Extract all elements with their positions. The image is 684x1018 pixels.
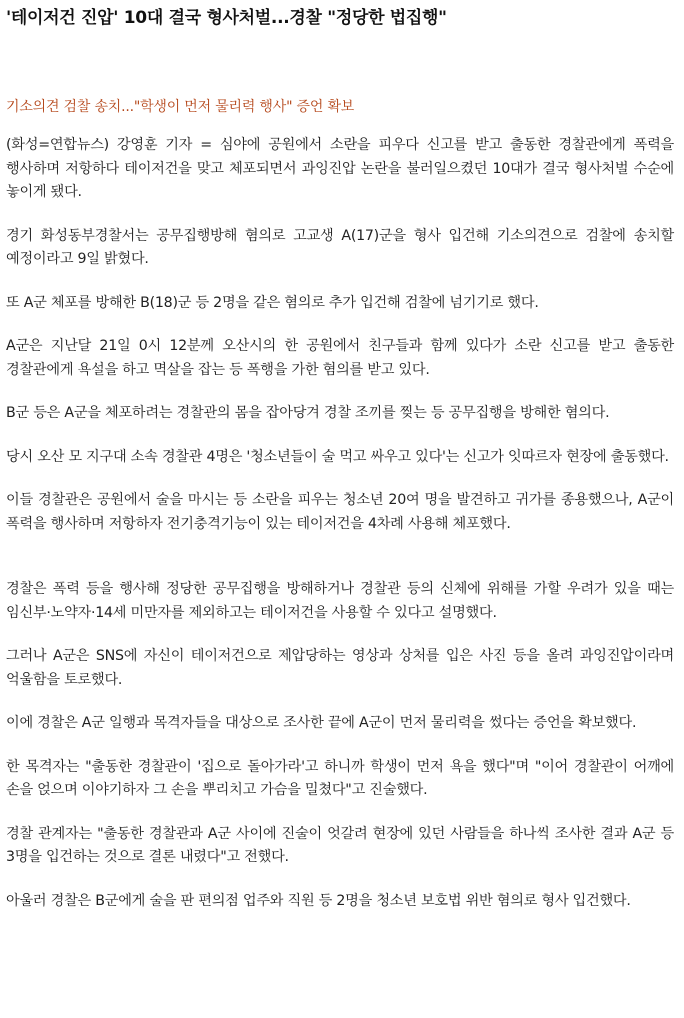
article-paragraph: 경찰은 폭력 등을 행사해 정당한 공무집행을 방해하거나 경찰관 등의 신체에 위해를 가할 우려가 있을 때는 임신부·노약자·14세 미만자를 제외하고는 테이저건을 사용할 수 있다고 설명했다. (6, 581, 674, 621)
article-paragraph: B군 등은 A군을 체포하려는 경찰관의 몸을 잡아당겨 경찰 조끼를 찢는 등 공무집행을 방해한 혐의다. (6, 405, 610, 421)
article-paragraph: 경찰 관계자는 "출동한 경찰관과 A군 사이에 진술이 엇갈려 현장에 있던 사람들을 하나씩 조사한 결과 A군 등 3명을 입건하는 것으로 결론 내렸다"고 전했다. (6, 825, 674, 865)
article-paragraph: (화성=연합뉴스) 강영훈 기자 = 심야에 공원에서 소란을 피우다 신고를 받고 출동한 경찰관에게 폭력을 행사하며 저항하다 테이저건을 맞고 체포되면서 과잉진압 논란을 불러일으켰던 10대가 결국 형사처벌 수순에 놓이게 됐다. (6, 137, 674, 200)
article-paragraph: 이에 경찰은 A군 일행과 목격자들을 대상으로 조사한 끝에 A군이 먼저 물리력을 썼다는 증언을 확보했다. (6, 715, 637, 731)
article-subhead: 기소의견 검찰 송치..."학생이 먼저 물리력 행사" 증언 확보 (6, 99, 355, 115)
article-paragraph: 한 목격자는 "출동한 경찰관이 '집으로 돌아가라'고 하니까 학생이 먼저 욕을 했다"며 "이어 경찰관이 어깨에 손을 얹으며 이야기하자 그 손을 뿌리치고 가슴을 밀쳤다"고 진술했다. (6, 758, 674, 798)
article-paragraph: 이들 경찰관은 공원에서 술을 마시는 등 소란을 피우는 청소년 20여 명을 발견하고 귀가를 종용했으나, A군이 폭력을 행사하며 저항하자 전기충격기능이 있는 테이저건을 4차례 사용해 체포했다. (6, 492, 674, 532)
article-paragraph: 아울러 경찰은 B군에게 술을 판 편의점 업주와 직원 등 2명을 청소년 보호법 위반 혐의로 형사 입건했다. (6, 892, 631, 909)
article-paragraph: A군은 지난달 21일 0시 12분께 오산시의 한 공원에서 친구들과 함께 있다가 소란 신고를 받고 출동한 경찰관에게 욕설을 하고 멱살을 잡는 등 폭행을 가한 혐의를 받고 있다. (6, 338, 674, 378)
article-paragraph: 경기 화성동부경찰서는 공무집행방해 혐의로 고교생 A(17)군을 형사 입건해 기소의견으로 검찰에 송치할 예정이라고 9일 밝혔다. (6, 227, 674, 267)
article-paragraph: 그러나 A군은 SNS에 자신이 테이저건으로 제압당하는 영상과 상처를 입은 사진 등을 올려 과잉진압이라며 억울함을 토로했다. (6, 648, 674, 688)
article-paragraph: 당시 오산 모 지구대 소속 경찰관 4명은 '청소년들이 술 먹고 싸우고 있다'는 신고가 잇따르자 현장에 출동했다. (6, 448, 669, 465)
article-paragraph: 또 A군 체포를 방해한 B(18)군 등 2명을 같은 혐의로 추가 입건해 검찰에 넘기기로 했다. (6, 294, 539, 311)
article-headline: '테이저건 진압' 10대 결국 형사처벌...경찰 "정당한 법집행" (6, 8, 447, 28)
